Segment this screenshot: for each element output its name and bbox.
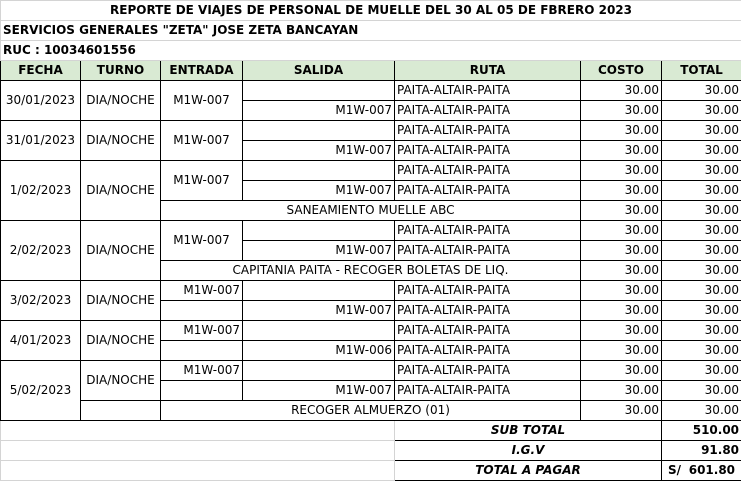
fecha-cell: 2/02/2023 — [1, 221, 81, 281]
entrada-cell — [161, 341, 243, 361]
company-name: SERVICIOS GENERALES "ZETA" JOSE ZETA BANCAYAN — [1, 21, 741, 41]
costo-cell: 30.00 — [581, 321, 662, 341]
table-row — [1, 401, 741, 421]
total-cell: 30.00 — [662, 161, 741, 181]
ruta-cell: PAITA-ALTAIR-PAITA — [395, 221, 581, 241]
fecha-cell: 4/01/2023 — [1, 321, 81, 361]
entrada-cell: M1W-007 — [161, 321, 243, 341]
salida-cell — [243, 161, 395, 181]
salida-cell — [243, 81, 395, 101]
header-ruta: RUTA — [395, 61, 581, 81]
costo-cell: 30.00 — [581, 141, 662, 161]
salida-cell: M1W-007 — [243, 141, 395, 161]
salida-cell: M1W-007 — [243, 181, 395, 201]
total-cell: 30.00 — [662, 121, 741, 141]
total-cell: 30.00 — [662, 321, 741, 341]
turno-cell: DIA/NOCHE — [81, 221, 161, 281]
costo-cell: 30.00 — [581, 381, 662, 401]
costo-cell: 30.00 — [581, 261, 662, 281]
table-row — [1, 161, 741, 181]
blank-cell — [1, 461, 395, 481]
ruta-cell: PAITA-ALTAIR-PAITA — [395, 141, 581, 161]
salida-cell: M1W-007 — [243, 101, 395, 121]
turno-cell: DIA/NOCHE — [81, 161, 161, 221]
ruta-cell: PAITA-ALTAIR-PAITA — [395, 241, 581, 261]
header-turno: TURNO — [81, 61, 161, 81]
ruta-cell: PAITA-ALTAIR-PAITA — [395, 361, 581, 381]
fecha-cell: 1/02/2023 — [1, 161, 81, 221]
ruta-cell: PAITA-ALTAIR-PAITA — [395, 301, 581, 321]
ruta-cell: PAITA-ALTAIR-PAITA — [395, 381, 581, 401]
total-cell: 30.00 — [662, 261, 741, 281]
header-salida: SALIDA — [243, 61, 395, 81]
ruta-cell: PAITA-ALTAIR-PAITA — [395, 121, 581, 141]
turno-cell: DIA/NOCHE — [81, 321, 161, 361]
costo-cell: 30.00 — [581, 401, 662, 421]
turno-cell: DIA/NOCHE — [81, 81, 161, 121]
total-cell: 30.00 — [662, 401, 741, 421]
entrada-cell: M1W-007 — [161, 121, 243, 161]
costo-cell: 30.00 — [581, 281, 662, 301]
salida-cell — [243, 361, 395, 381]
salida-cell: M1W-007 — [243, 241, 395, 261]
entrada-cell — [161, 301, 243, 321]
turno-cell: DIA/NOCHE — [81, 361, 161, 401]
ruta-cell: PAITA-ALTAIR-PAITA — [395, 321, 581, 341]
entrada-cell: M1W-007 — [161, 281, 243, 301]
header-row — [1, 61, 741, 81]
fecha-cell: 3/02/2023 — [1, 281, 81, 321]
fecha-cell: 5/02/2023 — [1, 361, 81, 421]
subtotal-label: SUB TOTAL — [395, 421, 662, 441]
subtotal-row — [1, 421, 741, 441]
ruta-cell: PAITA-ALTAIR-PAITA — [395, 281, 581, 301]
entrada-cell: M1W-007 — [161, 361, 243, 381]
salida-cell — [243, 281, 395, 301]
costo-cell: 30.00 — [581, 161, 662, 181]
turno-cell: DIA/NOCHE — [81, 281, 161, 321]
table-row — [1, 81, 741, 101]
igv-row — [1, 441, 741, 461]
costo-cell: 30.00 — [581, 201, 662, 221]
costo-cell: 30.00 — [581, 301, 662, 321]
blank-cell — [1, 421, 395, 441]
turno-cell — [81, 401, 161, 421]
total-pagar-row — [1, 461, 741, 481]
table-row — [1, 221, 741, 241]
total-cell: 30.00 — [662, 181, 741, 201]
salida-cell — [243, 121, 395, 141]
total-pagar-label: TOTAL A PAGAR — [395, 461, 662, 481]
turno-cell: DIA/NOCHE — [81, 121, 161, 161]
total-pagar-value — [662, 461, 741, 481]
costo-cell: 30.00 — [581, 361, 662, 381]
table-row — [1, 281, 741, 301]
total-cell: 30.00 — [662, 381, 741, 401]
company-ruc: RUC : 10034601556 — [1, 41, 741, 61]
report-title: REPORTE DE VIAJES DE PERSONAL DE MUELLE DEL 30 AL 05 DE FBRERO 2023 — [1, 1, 741, 21]
costo-cell: 30.00 — [581, 241, 662, 261]
total-cell: 30.00 — [662, 241, 741, 261]
igv-label: I.G.V — [395, 441, 662, 461]
ruta-cell: PAITA-ALTAIR-PAITA — [395, 81, 581, 101]
currency-symbol: S/ — [668, 463, 682, 477]
salida-cell — [243, 321, 395, 341]
header-costo: COSTO — [581, 61, 662, 81]
total-cell: 30.00 — [662, 341, 741, 361]
extra-service-cell: SANEAMIENTO MUELLE ABC — [161, 201, 581, 221]
extra-service-cell: CAPITANIA PAITA - RECOGER BOLETAS DE LIQ. — [161, 261, 581, 281]
entrada-cell: M1W-007 — [161, 221, 243, 261]
total-cell: 30.00 — [662, 201, 741, 221]
salida-cell: M1W-007 — [243, 301, 395, 321]
ruta-cell: PAITA-ALTAIR-PAITA — [395, 341, 581, 361]
ruta-cell: PAITA-ALTAIR-PAITA — [395, 181, 581, 201]
extra-service-cell: RECOGER ALMUERZO (01) — [161, 401, 581, 421]
header-fecha: FECHA — [1, 61, 81, 81]
entrada-cell — [161, 381, 243, 401]
total-cell: 30.00 — [662, 361, 741, 381]
header-entrada: ENTRADA — [161, 61, 243, 81]
costo-cell: 30.00 — [581, 81, 662, 101]
entrada-cell: M1W-007 — [161, 81, 243, 121]
entrada-cell: M1W-007 — [161, 161, 243, 201]
salida-cell: M1W-006 — [243, 341, 395, 361]
salida-cell — [243, 221, 395, 241]
costo-cell: 30.00 — [581, 181, 662, 201]
ruta-cell: PAITA-ALTAIR-PAITA — [395, 101, 581, 121]
igv-value: 91.80 — [662, 441, 741, 461]
header-total: TOTAL — [662, 61, 741, 81]
total-cell: 30.00 — [662, 101, 741, 121]
total-cell: 30.00 — [662, 281, 741, 301]
salida-cell: M1W-007 — [243, 381, 395, 401]
subtotal-value: 510.00 — [662, 421, 741, 441]
table-row — [1, 321, 741, 341]
total-cell: 30.00 — [662, 301, 741, 321]
costo-cell: 30.00 — [581, 121, 662, 141]
total-cell: 30.00 — [662, 81, 741, 101]
total-cell: 30.00 — [662, 141, 741, 161]
ruta-cell: PAITA-ALTAIR-PAITA — [395, 161, 581, 181]
total-cell: 30.00 — [662, 221, 741, 241]
costo-cell: 30.00 — [581, 341, 662, 361]
total-pagar-amount: 601.80 — [688, 463, 736, 477]
fecha-cell: 30/01/2023 — [1, 81, 81, 121]
table-row — [1, 121, 741, 141]
table-row — [1, 361, 741, 381]
costo-cell: 30.00 — [581, 101, 662, 121]
blank-cell — [1, 441, 395, 461]
costo-cell: 30.00 — [581, 221, 662, 241]
fecha-cell: 31/01/2023 — [1, 121, 81, 161]
